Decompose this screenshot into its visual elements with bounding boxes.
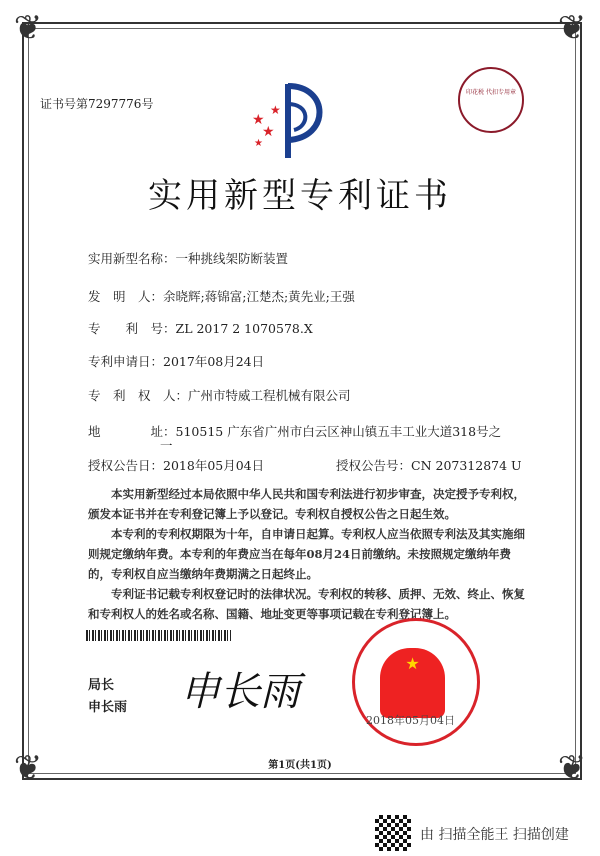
field-value: 余晓辉;蒋锦富;江楚杰;黄先业;王强 [163,289,355,304]
field-label: 实用新型名称： [88,251,176,266]
svg-text:★: ★ [254,138,263,149]
director-title: 局长 [88,678,115,693]
field-value: 2017年08月24日 [163,354,265,369]
paragraph: 本实用新型经过本局依照中华人民共和国专利法进行初步审查，决定授予专利权，颁发本证书并在专利登记簿上予以登记。专利权自授权公告之日起生效。 [88,487,525,521]
field-label: 专 利 号： [88,321,176,336]
qr-code [375,815,411,851]
seal-date: 2018年05月04日 [366,714,455,727]
field-value: ZL 2017 2 1070578.X [175,321,313,336]
certificate-title: 实用新型专利证书 [148,176,452,216]
field-label: 专 利 权 人： [88,388,189,403]
director-name: 申长雨 [88,700,128,715]
paragraph: 专利证书记载专利权登记时的法律状况。专利权的转移、质押、无效、终止、恢复和专利权人的姓名或名称、国籍、地址变更等事项记载在专利登记簿上。 [88,587,525,621]
field-value: 510515 广东省广州市白云区神山镇五丰工业大道318号之 [175,424,502,439]
paragraph: 本专利的专利权期限为十年，自申请日起算。专利权人应当依照专利法及其实施细则规定缴纳年费。本专利的年费应当在每年08月24日前缴纳。未按照规定缴纳年费的，专利权自应当缴纳年费期满之日起终止。 [88,527,525,581]
grant-number-label: 授权公告号： [336,458,412,473]
field-label: 专利申请日： [88,354,164,369]
grant-date-value: 2018年05月04日 [163,458,265,473]
corner-ornament-icon: ❦ [557,8,587,48]
svg-text:★: ★ [270,103,281,117]
svg-text:★: ★ [252,112,265,128]
page-info: 第1页(共1页) [268,760,332,771]
field-label: 地 址： [88,424,176,439]
cnipa-logo-icon [250,80,330,162]
field-label: 发 明 人： [88,289,164,304]
grant-date-label: 授权公告日： [88,458,164,473]
field-value: 一种挑线架防断装置 [175,251,289,266]
corner-ornament-icon: ❦ [13,8,43,48]
certificate-number: 证书号第7297776号 [40,97,154,111]
barcode [86,630,231,641]
corner-ornament-icon: ❦ [13,748,43,788]
corner-ornament-icon: ❦ [557,748,587,788]
scanner-footer: 由 扫描全能王 扫描创建 [420,827,569,843]
field-value-continued: 一 [160,438,173,453]
grant-number-value: CN 207312874 U [411,458,522,473]
tax-stamp: 印花税 代扣专用章 [458,67,524,133]
national-emblem-icon: ★ [380,648,445,718]
svg-text:★: ★ [262,124,275,140]
signature: 申长雨 [180,669,300,715]
field-value: 广州市特威工程机械有限公司 [188,388,351,403]
